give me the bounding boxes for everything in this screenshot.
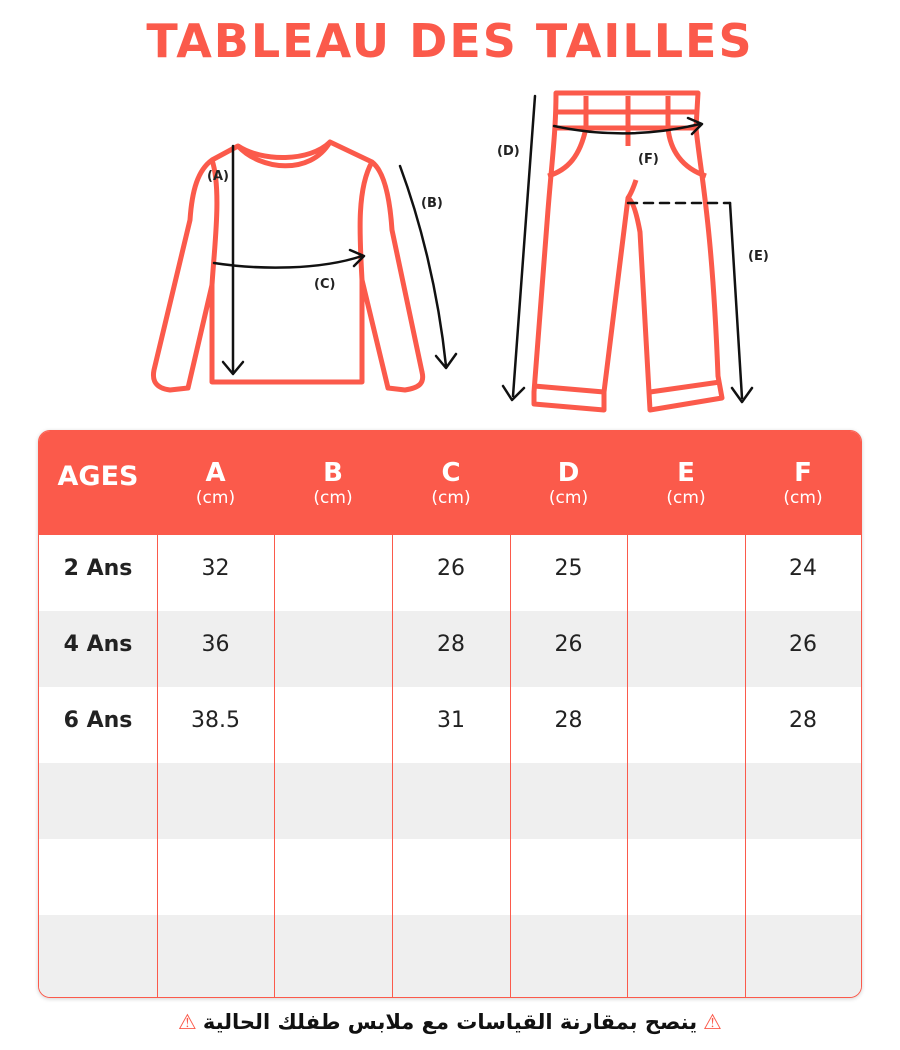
header-a <box>157 431 274 535</box>
size-diagram <box>0 80 900 420</box>
measurement-cell <box>392 839 510 915</box>
sweater-measure-arrows <box>214 146 456 374</box>
measurement-cell: 36 <box>201 632 230 657</box>
page-title: TABLEAU DES TAILLES <box>146 14 754 68</box>
header-letter: B <box>323 458 343 488</box>
warning-icon: ⚠ <box>178 1010 197 1034</box>
column-divider <box>157 535 158 997</box>
arrow-d <box>513 96 535 396</box>
measurement-cell: 38.5 <box>191 708 240 733</box>
column-divider <box>392 535 393 997</box>
measurement-cell <box>627 611 745 687</box>
table-row <box>39 535 861 611</box>
measurement-cell <box>627 763 745 839</box>
age-cell: 4 Ans <box>63 632 133 657</box>
measurement-cell <box>627 687 745 763</box>
measurement-cell <box>392 915 510 997</box>
measurement-cell <box>157 763 274 839</box>
sweater-illustration <box>153 142 422 390</box>
age-cell <box>39 839 157 915</box>
measurement-cell <box>274 915 392 997</box>
header-b <box>274 431 392 535</box>
header-unit: (cm) <box>666 488 706 508</box>
arrow-c <box>214 256 362 268</box>
table-row <box>39 839 861 915</box>
header-ages <box>39 431 157 535</box>
footer-text: ينصح بمقارنة القياسات مع ملابس طفلك الحالية <box>202 1010 698 1034</box>
measurement-cell <box>157 839 274 915</box>
measurement-cell <box>627 839 745 915</box>
measurement-cell <box>745 763 861 839</box>
table-header <box>39 431 861 535</box>
age-cell <box>39 915 157 997</box>
header-f <box>745 431 861 535</box>
label-c: (C) <box>314 277 336 292</box>
size-table <box>38 430 862 998</box>
measurement-cell <box>627 915 745 997</box>
header-unit: (cm) <box>195 488 236 508</box>
measurement-cell <box>157 915 274 997</box>
header-unit: (cm) <box>431 488 471 508</box>
measurement-cell: 26 <box>789 632 817 657</box>
measurement-cell <box>510 839 627 915</box>
measurement-cell: 31 <box>437 708 465 733</box>
measurement-cell <box>510 915 627 997</box>
arrow-e <box>730 203 742 398</box>
column-divider <box>627 535 628 997</box>
measurement-cell: 26 <box>437 556 465 581</box>
label-f: (F) <box>638 152 659 167</box>
header-e <box>627 431 745 535</box>
table-row <box>39 687 861 763</box>
measurement-cell <box>274 611 392 687</box>
measurement-cell <box>510 763 627 839</box>
measurement-cell <box>274 763 392 839</box>
header-unit: (cm) <box>783 488 823 508</box>
measurement-cell: 25 <box>554 556 583 581</box>
measurement-cell <box>274 535 392 611</box>
label-d: (D) <box>497 144 520 159</box>
measurement-cell <box>627 535 745 611</box>
header-letter: C <box>441 458 461 488</box>
label-a: (A) <box>207 169 229 184</box>
header-d <box>510 431 627 535</box>
measurement-cell <box>745 915 861 997</box>
header-label: AGES <box>57 461 139 492</box>
age-cell: 6 Ans <box>63 708 133 733</box>
header-unit: (cm) <box>548 488 589 508</box>
measurement-cell: 26 <box>554 632 583 657</box>
table-row <box>39 763 861 839</box>
header-letter: E <box>677 458 695 488</box>
measurement-cell: 24 <box>789 556 817 581</box>
measurement-cell: 28 <box>437 632 465 657</box>
header-c <box>392 431 510 535</box>
header-letter: D <box>557 458 580 488</box>
measurement-cell <box>392 763 510 839</box>
label-e: (E) <box>748 249 769 264</box>
table-row <box>39 915 861 997</box>
warning-icon: ⚠ <box>703 1010 722 1034</box>
age-cell <box>39 763 157 839</box>
column-divider <box>510 535 511 997</box>
pants-illustration <box>534 93 722 410</box>
measurement-cell <box>745 839 861 915</box>
header-letter: F <box>794 458 812 488</box>
table-row <box>39 611 861 687</box>
measurement-cell <box>274 687 392 763</box>
header-letter: A <box>205 458 226 488</box>
measurement-cell: 28 <box>789 708 817 733</box>
measurement-cell <box>274 839 392 915</box>
header-unit: (cm) <box>313 488 353 508</box>
column-divider <box>745 535 746 997</box>
measurement-cell: 28 <box>554 708 583 733</box>
column-divider <box>274 535 275 997</box>
label-b: (B) <box>421 196 443 211</box>
footer-note <box>0 1010 900 1034</box>
age-cell: 2 Ans <box>63 556 133 581</box>
measurement-cell: 32 <box>201 556 230 581</box>
